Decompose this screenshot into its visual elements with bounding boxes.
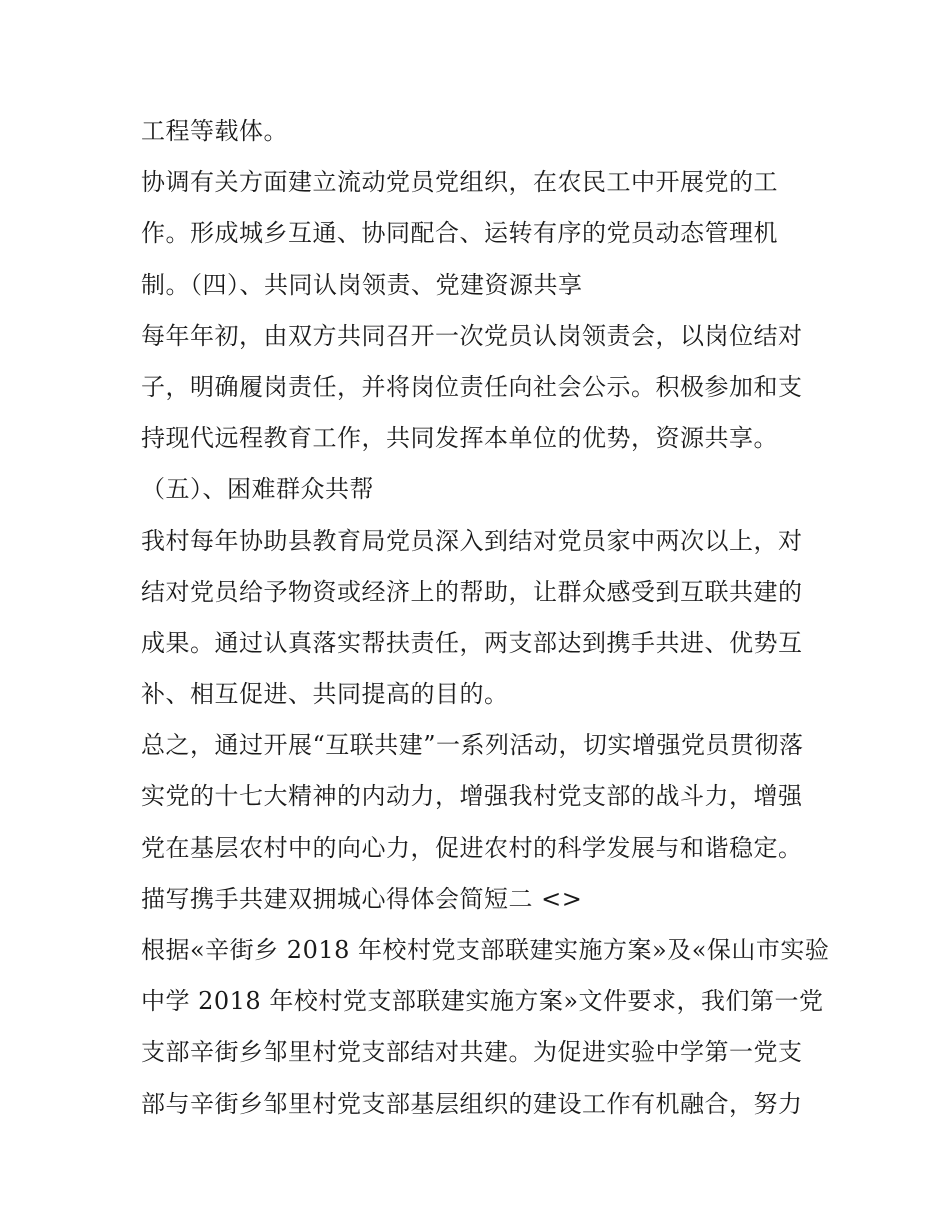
text-line: 中学 2018 年校村党支部联建实施方案»文件要求，我们第一党 [141,987,824,1016]
text-line: 补、相互促进、共同提高的目的。 [141,680,509,709]
text-line: 工程等载体。 [141,117,288,145]
text-line: 党在基层农村中的向心力，促进农村的科学发展与和谐稳定。 [141,833,803,862]
text-line: 制。（四）、共同认岗领责、党建资源共享 [141,270,583,299]
text-line: 成果。通过认真落实帮扶责任，两支部达到携手共进、优势互 [141,628,803,657]
text-line: 我村每年协助县教育局党员深入到结对党员家中两次以上，对 [141,526,803,555]
text-line: 部与辛街乡邹里村党支部基层组织的建设工作有机融合，努力 [141,1089,803,1118]
text-line: 结对党员给予物资或经济上的帮助，让群众感受到互联共建的 [141,577,803,606]
text-line: 支部辛街乡邹里村党支部结对共建。为促进实验中学第一党支 [141,1038,803,1067]
document-body [141,106,830,1130]
text-line: 协调有关方面建立流动党员党组织，在农民工中开展党的工 [141,168,778,197]
section-heading: 描写携手共建双拥城心得体会简短二 <> [141,884,583,913]
text-line: 作。形成城乡互通、协同配合、运转有序的党员动态管理机 [141,219,778,248]
section-heading: （五）、困难群众共帮 [141,475,374,504]
text-line: 子，明确履岗责任，并将岗位责任向社会公示。积极参加和支 [141,372,803,401]
text-line: 每年年初，由双方共同召开一次党员认岗领责会，以岗位结对 [141,321,803,350]
text-line: 实党的十七大精神的内动力，增强我村党支部的战斗力，增强 [141,782,803,811]
text-line: 根据«辛街乡 2018 年校村党支部联建实施方案»及«保山市实验 [141,936,830,964]
text-line: 总之，通过开展“互联共建”一系列活动，切实增强党员贯彻落 [141,731,804,760]
text-line: 持现代远程教育工作，共同发挥本单位的优势，资源共享。 [141,424,778,453]
